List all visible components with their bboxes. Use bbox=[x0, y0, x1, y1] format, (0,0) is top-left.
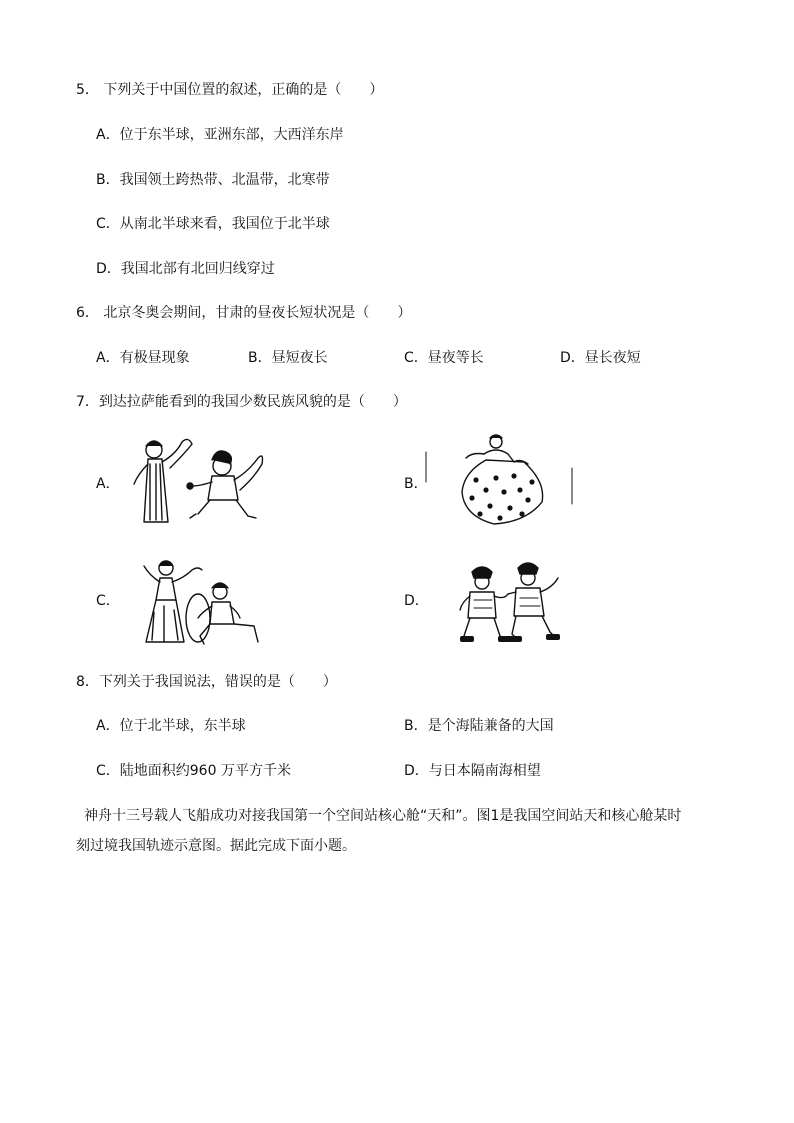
q6-stem: 6． 北京冬奥会期间，甘肃的昼夜长短状况是（ ） bbox=[76, 305, 412, 321]
q7-figure-c bbox=[140, 556, 266, 648]
passage-line-2: 刻过境我国轨迹示意图。据此完成下面小题。 bbox=[76, 838, 356, 854]
q7-stem: 7．到达拉萨能看到的我国少数民族风貌的是（ ） bbox=[76, 394, 407, 410]
q7-figure-d bbox=[456, 560, 562, 644]
passage-line-1: 神舟十三号载人飞船成功对接我国第一个空间站核心舱“天和”。图1是我国空间站天和核心舱某时 bbox=[84, 808, 682, 824]
q5-option-b: B．我国领土跨热带、北温带，北寒带 bbox=[96, 172, 330, 188]
q7-figure-a bbox=[126, 434, 266, 526]
q5-stem: 5． 下列关于中国位置的叙述，正确的是（ ） bbox=[76, 82, 384, 98]
q8-option-b: B．是个海陆兼备的大国 bbox=[404, 718, 554, 734]
q8-option-a: A．位于北半球，东半球 bbox=[96, 718, 246, 734]
q7-option-b: B． bbox=[404, 476, 428, 492]
q5-option-d: D．我国北部有北回归线穿过 bbox=[96, 261, 275, 277]
q5-option-a: A．位于东半球，亚洲东部，大西洋东岸 bbox=[96, 127, 344, 143]
q6-option-d: D．昼长夜短 bbox=[560, 350, 641, 366]
q8-stem: 8．下列关于我国说法，错误的是（ ） bbox=[76, 674, 337, 690]
q6-option-c: C．昼夜等长 bbox=[404, 350, 484, 366]
q7-figure-b bbox=[424, 432, 574, 526]
q7-option-d: D． bbox=[404, 593, 429, 609]
q8-option-c: C．陆地面积约960 万平方千米 bbox=[96, 763, 291, 779]
q8-option-d: D．与日本隔南海相望 bbox=[404, 763, 541, 779]
q7-option-c: C． bbox=[96, 593, 120, 609]
q7-option-a: A． bbox=[96, 476, 120, 492]
q5-option-c: C．从南北半球来看，我国位于北半球 bbox=[96, 216, 330, 232]
q6-option-a: A．有极昼现象 bbox=[96, 350, 190, 366]
q6-option-b: B．昼短夜长 bbox=[248, 350, 328, 366]
